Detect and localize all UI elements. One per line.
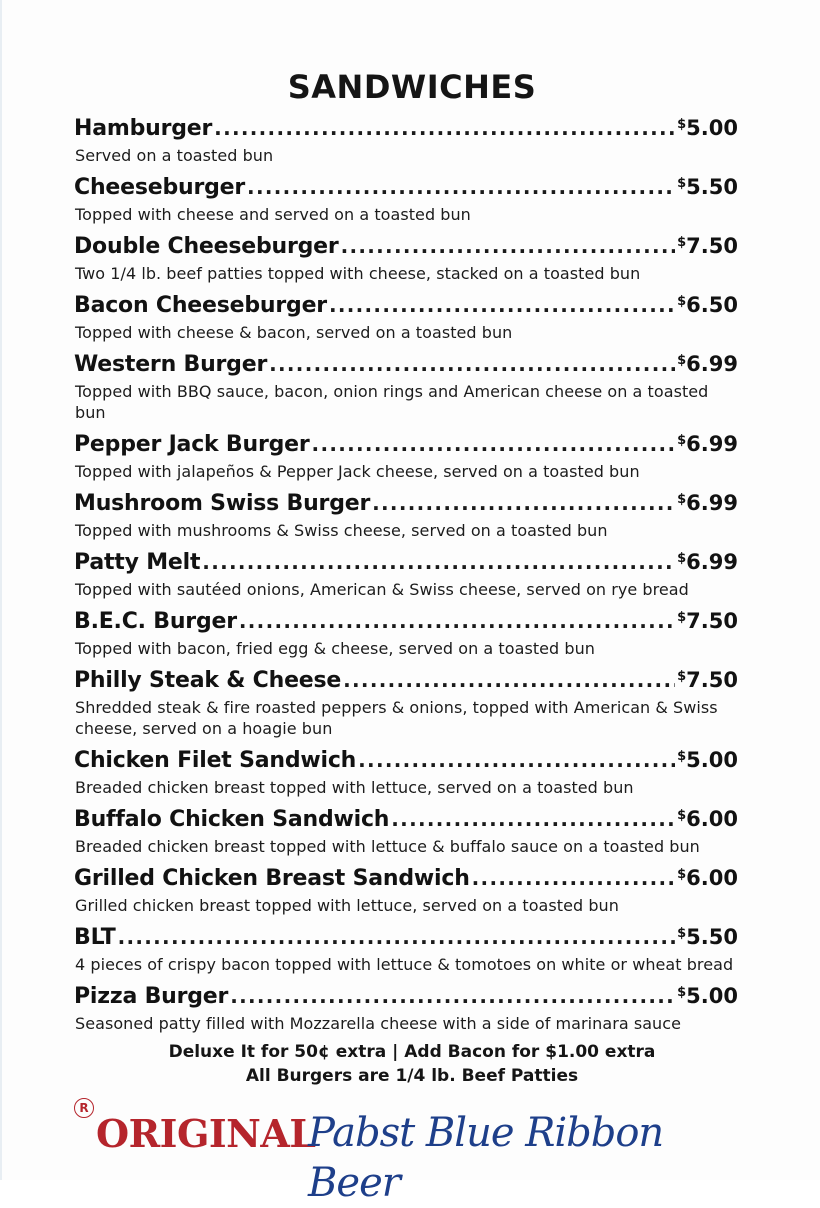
currency-symbol: $ xyxy=(677,926,687,941)
item-price: $6.00 xyxy=(677,866,738,890)
item-name: Bacon Cheeseburger xyxy=(74,293,327,318)
item-name: Chicken Filet Sandwich xyxy=(74,748,357,773)
item-price: $5.00 xyxy=(677,984,738,1008)
item-price: $6.99 xyxy=(677,352,738,376)
dot-leader xyxy=(214,118,675,138)
menu-item xyxy=(74,175,738,225)
section-title: SANDWICHES xyxy=(287,68,537,106)
item-description: Topped with sautéed onions, American & Swiss cheese, served on rye bread xyxy=(75,580,689,599)
menu-item xyxy=(74,116,738,166)
dot-leader xyxy=(202,552,675,572)
item-description: Grilled chicken breast topped with lettuce, served on a toasted bun xyxy=(75,896,619,915)
item-price: $6.50 xyxy=(677,293,738,317)
dot-leader xyxy=(358,750,675,770)
item-description: Topped with cheese & bacon, served on a toasted bun xyxy=(75,323,513,342)
item-description: 4 pieces of crispy bacon topped with lettuce & tomotoes on white or wheat bread xyxy=(75,955,734,974)
menu-item xyxy=(74,984,738,1034)
menu-item xyxy=(74,293,738,343)
item-description: Topped with BBQ sauce, bacon, onion rings and American cheese on a toasted bun xyxy=(75,382,709,422)
currency-symbol: $ xyxy=(677,867,687,882)
item-description: Topped with mushrooms & Swiss cheese, served on a toasted bun xyxy=(75,521,608,540)
dot-leader xyxy=(329,295,675,315)
dot-leader xyxy=(312,434,676,454)
menu-item xyxy=(74,234,738,284)
item-name: Mushroom Swiss Burger xyxy=(74,491,371,516)
item-description: Shredded steak & fire roasted peppers & onions, topped with American & Swiss cheese, served on a hoagie bun xyxy=(75,698,718,738)
dot-leader xyxy=(269,354,675,374)
item-price: $5.50 xyxy=(677,925,738,949)
item-name: BLT xyxy=(74,925,116,950)
item-price: $6.99 xyxy=(677,491,738,515)
item-price: $6.00 xyxy=(677,807,738,831)
extras-note xyxy=(2,1040,820,1088)
dot-leader xyxy=(343,670,675,690)
item-description: Seasoned patty filled with Mozzarella cheese with a side of marinara sauce xyxy=(75,1014,681,1033)
item-name: Patty Melt xyxy=(74,550,201,575)
item-name: Buffalo Chicken Sandwich xyxy=(74,807,390,832)
item-price: $7.50 xyxy=(677,234,738,258)
item-description: Topped with jalapeños & Pepper Jack cheese, served on a toasted bun xyxy=(75,462,640,481)
dot-leader xyxy=(472,868,675,888)
menu-item xyxy=(74,748,738,798)
currency-symbol: $ xyxy=(677,492,687,507)
item-name: Grilled Chicken Breast Sandwich xyxy=(74,866,470,891)
item-description: Two 1/4 lb. beef patties topped with cheese, stacked on a toasted bun xyxy=(75,264,641,283)
dot-leader xyxy=(230,986,675,1006)
item-description: Served on a toasted bun xyxy=(75,146,274,165)
currency-symbol: $ xyxy=(677,610,687,625)
currency-symbol: $ xyxy=(677,117,687,132)
item-price: $5.50 xyxy=(677,175,738,199)
item-price: $6.99 xyxy=(677,432,738,456)
item-name: Philly Steak & Cheese xyxy=(74,668,342,693)
item-name: Cheeseburger xyxy=(74,175,246,200)
currency-symbol: $ xyxy=(677,176,687,191)
menu-item xyxy=(74,609,738,659)
currency-symbol: $ xyxy=(677,433,687,448)
registered-icon: R xyxy=(74,1098,94,1118)
extras-line-patties: All Burgers are 1/4 lb. Beef Patties xyxy=(245,1066,579,1086)
dot-leader xyxy=(118,927,676,947)
currency-symbol: $ xyxy=(677,669,687,684)
currency-symbol: $ xyxy=(677,808,687,823)
currency-symbol: $ xyxy=(677,294,687,309)
item-price: $5.00 xyxy=(677,748,738,772)
menu-item xyxy=(74,925,738,975)
currency-symbol: $ xyxy=(677,749,687,764)
item-price: $7.50 xyxy=(677,609,738,633)
item-name: Pizza Burger xyxy=(74,984,229,1009)
extras-line-deluxe: Deluxe It for 50¢ extra | Add Bacon for $1.00 extra xyxy=(168,1042,656,1062)
item-name: B.E.C. Burger xyxy=(74,609,237,634)
pabst-logo xyxy=(72,1096,752,1206)
menu-item xyxy=(74,807,738,857)
menu-item xyxy=(74,432,738,482)
item-name: Pepper Jack Burger xyxy=(74,432,310,457)
menu-item xyxy=(74,866,738,916)
item-name: Hamburger xyxy=(74,116,213,141)
item-price: $6.99 xyxy=(677,550,738,574)
dot-leader xyxy=(372,493,675,513)
item-price: $5.00 xyxy=(677,116,738,140)
brand-original-text: ORIGINAL xyxy=(96,1111,316,1156)
dot-leader xyxy=(247,177,675,197)
item-description: Breaded chicken breast topped with lettuce, served on a toasted bun xyxy=(75,778,634,797)
menu-items-list xyxy=(74,116,738,1043)
currency-symbol: $ xyxy=(677,551,687,566)
item-description: Breaded chicken breast topped with lettuce & buffalo sauce on a toasted bun xyxy=(75,837,700,856)
currency-symbol: $ xyxy=(677,985,687,1000)
item-name: Western Burger xyxy=(74,352,268,377)
currency-symbol: $ xyxy=(677,353,687,368)
currency-symbol: $ xyxy=(677,235,687,250)
menu-item xyxy=(74,491,738,541)
item-description: Topped with cheese and served on a toasted bun xyxy=(75,205,471,224)
dot-leader xyxy=(341,236,676,256)
item-description: Topped with bacon, fried egg & cheese, served on a toasted bun xyxy=(75,639,595,658)
item-name: Double Cheeseburger xyxy=(74,234,339,259)
menu-item xyxy=(74,352,738,423)
menu-item xyxy=(74,550,738,600)
dot-leader xyxy=(239,611,675,631)
menu-item xyxy=(74,668,738,739)
item-price: $7.50 xyxy=(677,668,738,692)
brand-script-text: Pabst Blue Ribbon Beer xyxy=(308,1110,664,1206)
dot-leader xyxy=(391,809,675,829)
